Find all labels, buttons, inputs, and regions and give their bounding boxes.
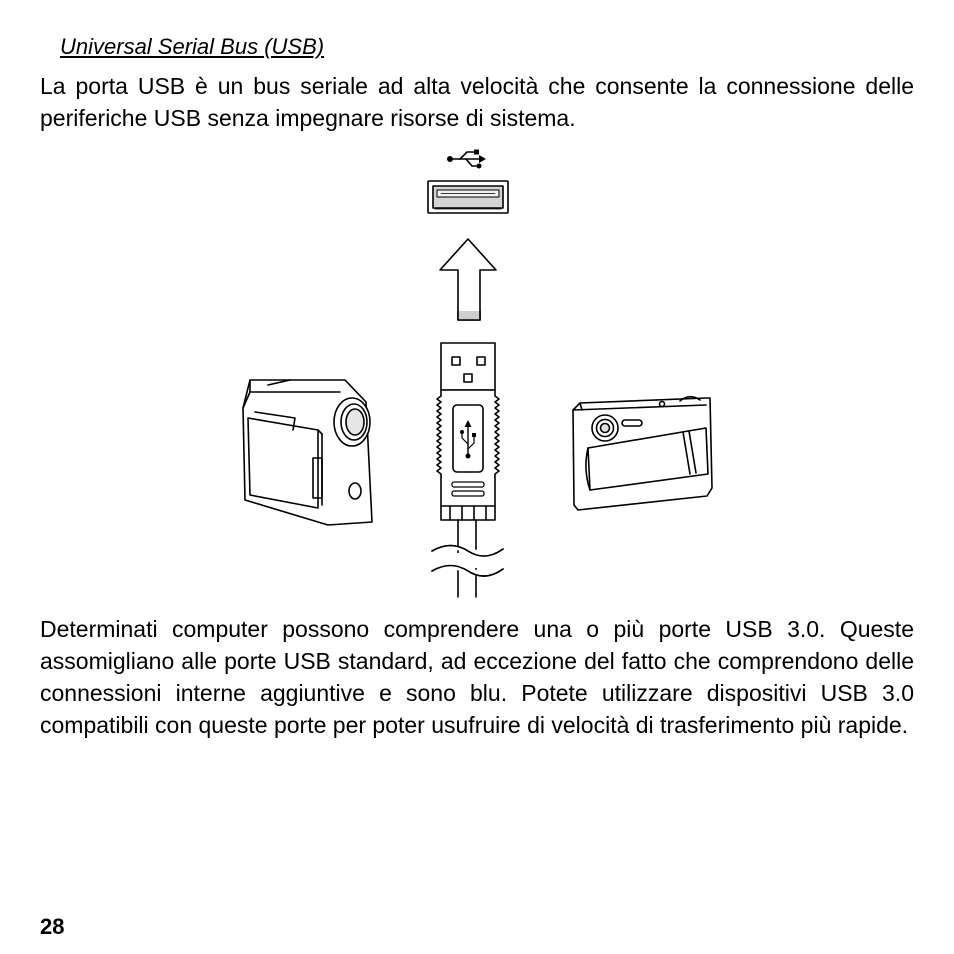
up-arrow-icon	[440, 239, 496, 320]
usb-port-icon	[428, 181, 508, 213]
usb-illustration	[0, 140, 954, 605]
usb-symbol-icon	[447, 150, 486, 169]
usb3-paragraph: Determinati computer possono comprendere una o più porte USB 3.0. Queste assomigliano alle porte USB standard, ad eccezione del fatto che comprendono delle connessioni interne aggiuntive e sono blu. Potete utilizzare dispositivi USB 3.0 compatibili con queste porte per poter usufruire di velocità di trasferimento più rapide.	[40, 616, 914, 738]
section-title: Universal Serial Bus (USB)	[60, 34, 325, 59]
page-number: 28	[40, 914, 65, 939]
intro-paragraph: La porta USB è un bus seriale ad alta velocità che consente la connessione delle periferiche USB senza impegnare risorse di sistema.	[40, 73, 914, 131]
camera-icon	[573, 397, 712, 510]
usb-plug-icon	[432, 343, 503, 597]
camcorder-icon	[243, 380, 372, 525]
